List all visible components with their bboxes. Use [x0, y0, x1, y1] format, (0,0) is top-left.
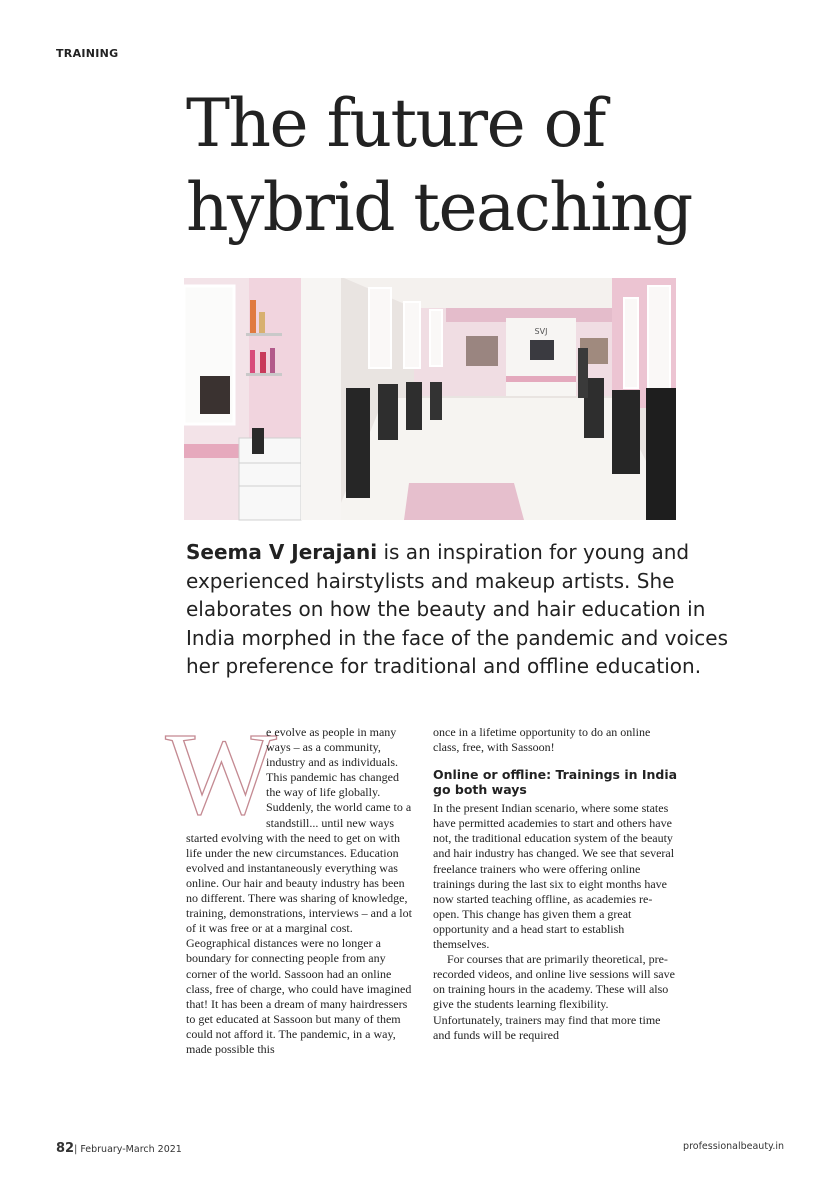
article-paragraph-1: e evolve as people in many ways – as a community, industry and as individuals. This pandemic has changed the way of life globally. Suddenly, the world came to a standstill... until new ways started evolving with the need to get on with life under the new circumstances. Education evolved and instantaneously everything was online. Our hair and beauty industry has been no different. There was sharing of knowledge, training, demonstrations, interviews – and a lot of it was free or at a marginal cost. Geographical distances were no longer a boundary for connecting people from any corner of the world. Sassoon had an online class, free of charge, who could have imagined that! It has been a dream of many hairdressers to get educated at Sassoon but many of them could not afford it. The pandemic, in a way, made possible this — [186, 725, 412, 1056]
article-paragraph-3: For courses that are primarily theoretical, pre-recorded videos, and online live sessions will save on training hours in the academy. These will also give the students learning flexibility. Unfortunately, trainers may find that more time and funds will be required — [433, 952, 675, 1042]
headline — [186, 82, 692, 250]
website-url: professionalbeauty.in — [683, 1141, 784, 1152]
svg-text:W: W — [165, 708, 277, 839]
lead-text: is an inspiration for young and experienced hairstylists and makeup artists. She elaborates on how the beauty and hair education in India morphed in the face of the pandemic and voices her preference for traditional and offline education. — [186, 540, 729, 678]
issue-date: February-March 2021 — [80, 1144, 182, 1155]
lead-author-name: Seema V Jerajani — [186, 540, 378, 564]
article-paragraph-2: In the present Indian scenario, where some states have permitted academies to start and others have not, the traditional education system of the beauty and hair industry has changed. We see that several freelance trainers who were offering online trainings during the last six to eight months have now started teaching offline, as academies re-open. This change has given them a great opportunity and a head start to establish themselves. — [433, 801, 675, 952]
article-paragraph-continued: once in a lifetime opportunity to do an online class, free, with Sassoon! — [433, 725, 651, 755]
page-number: 82 — [56, 1141, 75, 1156]
section-label: TRAINING — [56, 47, 119, 60]
lead-paragraph — [186, 538, 746, 681]
article-column-2 — [433, 725, 678, 1043]
salon-photo — [184, 278, 676, 520]
page-footer-left: 82| February-March 2021 — [56, 1141, 182, 1156]
article-subheading: Online or offline: Trainings in India go both ways — [433, 767, 678, 798]
headline-line-1: The future of — [186, 85, 605, 162]
salon-sign: SVJ — [534, 327, 548, 336]
dropcap-w — [165, 708, 277, 839]
article-column-1 — [165, 708, 416, 1057]
headline-line-2: hybrid teaching — [186, 169, 692, 246]
